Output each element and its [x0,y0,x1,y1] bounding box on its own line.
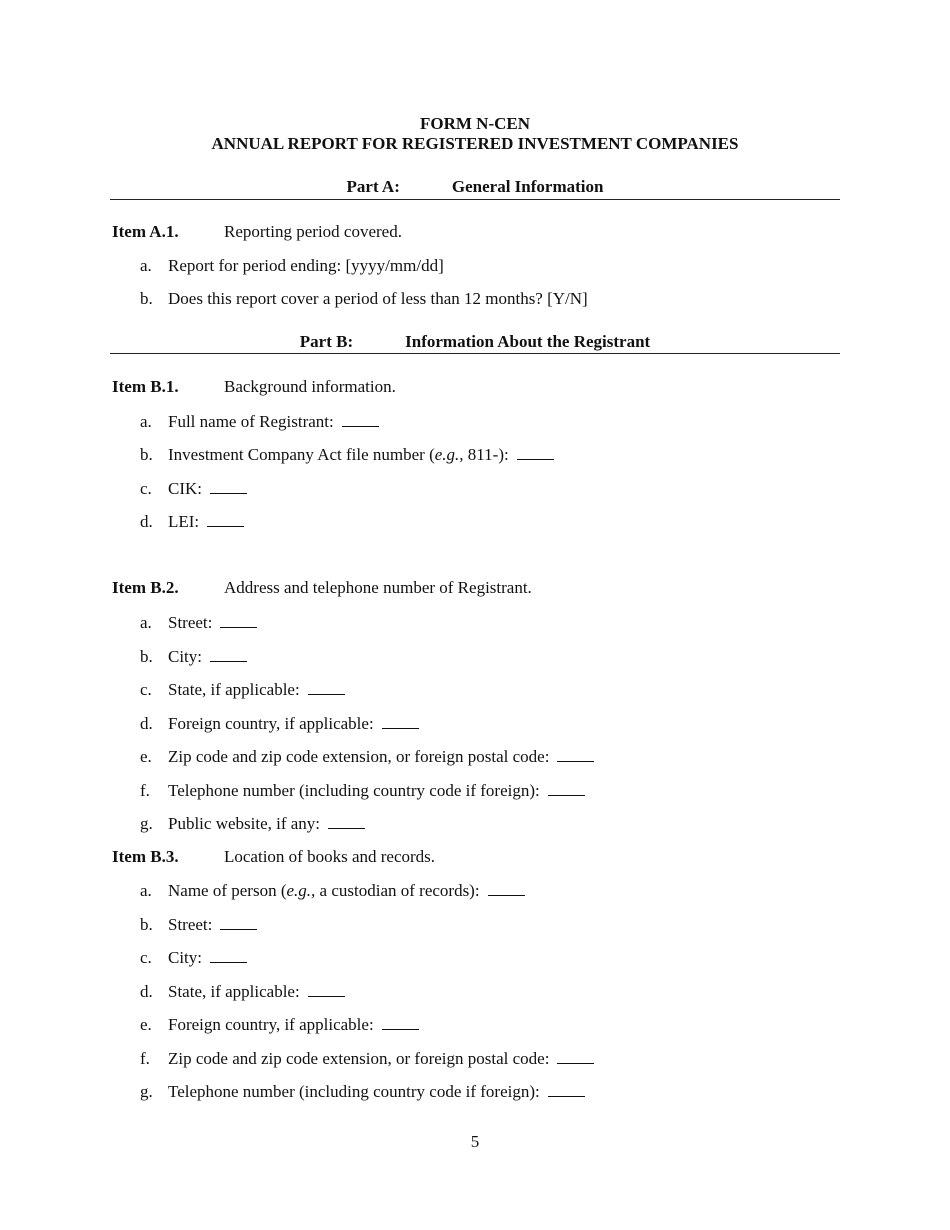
fill-in-blank[interactable] [210,646,247,662]
fill-in-blank[interactable] [220,914,257,930]
sub-letter: b. [140,289,153,308]
fill-in-blank[interactable] [220,612,257,628]
sub-text: Zip code and zip code extension, or foreign postal code: [168,1049,550,1068]
fill-in-blank[interactable] [382,713,419,729]
fill-in-blank[interactable] [517,444,554,460]
item-b2-sub-d [140,713,419,734]
item-a1-label: Item A.1. [112,222,179,241]
item-b3-sub-b [140,914,257,935]
item-b3-sub-d [140,981,345,1002]
item-b2-sub-e [140,746,594,767]
sub-text: Street: [168,915,213,934]
sub-letter: c. [140,948,152,967]
item-b2-heading [112,578,532,598]
fill-in-blank[interactable] [557,746,594,762]
item-b1-sub-d [140,511,244,532]
sub-text: LEI: [168,512,200,531]
item-b2-sub-a [140,612,257,633]
sub-letter: b. [140,445,153,464]
page-number: 5 [470,1132,480,1151]
item-a1-sub-b [140,289,588,309]
report-title: ANNUAL REPORT FOR REGISTERED INVESTMENT COMPANIES [211,134,739,153]
sub-text: Street: [168,613,213,632]
sub-text: Full name of Registrant: [168,412,334,431]
sub-text-pre: Name of person ( [168,881,287,900]
item-a1-sub-a [140,256,444,276]
sub-text: Does this report cover a period of less than 12 months? [Y/N] [168,289,588,308]
fill-in-blank[interactable] [548,1081,585,1097]
sub-text: Foreign country, if applicable: [168,1015,374,1034]
sub-letter: d. [140,512,153,531]
sub-text-post: a custodian of records): [315,881,480,900]
sub-letter: b. [140,647,153,666]
sub-text: State, if applicable: [168,680,300,699]
part-a-title: General Information [451,177,604,196]
fill-in-blank[interactable] [488,880,525,896]
sub-text-post: 811-): [463,445,509,464]
sub-text: Foreign country, if applicable: [168,714,374,733]
item-b3-sub-e [140,1014,419,1035]
sub-text: State, if applicable: [168,982,300,1001]
part-b-divider [110,353,840,354]
part-b-label: Part B: [299,332,354,351]
item-b2-sub-c [140,679,345,700]
sub-letter: a. [140,613,152,632]
fill-in-blank[interactable] [342,411,379,427]
item-b3-sub-a [140,880,525,901]
item-b2-sub-f [140,780,585,801]
item-b3-sub-f [140,1048,594,1069]
part-a-divider [110,199,840,200]
fill-in-blank[interactable] [308,981,345,997]
fill-in-blank[interactable] [548,780,585,796]
fill-in-blank[interactable] [308,679,345,695]
sub-letter: a. [140,881,152,900]
sub-text: CIK: [168,479,202,498]
item-b1-sub-a [140,411,379,432]
item-b3-sub-g [140,1081,585,1102]
item-b2-sub-g [140,813,365,834]
sub-text: Report for period ending: [yyyy/mm/dd] [168,256,444,275]
sub-letter: a. [140,412,152,431]
item-b2-text: Address and telephone number of Registrant. [224,578,532,597]
fill-in-blank[interactable] [207,511,244,527]
part-a-heading [110,177,840,197]
item-b1-text: Background information. [224,377,396,396]
sub-text: Zip code and zip code extension, or foreign postal code: [168,747,550,766]
fill-in-blank[interactable] [382,1014,419,1030]
sub-text-em: e.g., [286,881,316,900]
sub-letter: c. [140,680,152,699]
item-b3-heading [112,847,435,867]
sub-text: Public website, if any: [168,814,321,833]
item-b2-label: Item B.2. [112,578,179,597]
part-b-heading [110,332,840,352]
item-a1-text: Reporting period covered. [224,222,402,241]
sub-text: City: [168,647,203,666]
sub-letter: f. [140,1049,150,1068]
sub-letter: f. [140,781,150,800]
sub-letter: d. [140,982,153,1001]
sub-text-em: e.g., [434,445,464,464]
sub-letter: g. [140,814,153,833]
item-b1-heading [112,377,396,397]
fill-in-blank[interactable] [210,478,247,494]
part-a-label: Part A: [346,177,400,196]
item-b1-sub-b [140,444,554,465]
item-b3-sub-c [140,947,247,968]
sub-text-pre: Investment Company Act file number ( [168,445,435,464]
item-a1-heading [112,222,402,242]
sub-letter: e. [140,747,152,766]
item-b3-text: Location of books and records. [224,847,436,866]
fill-in-blank[interactable] [557,1048,594,1064]
sub-letter: e. [140,1015,152,1034]
item-b3-label: Item B.3. [112,847,179,866]
fill-in-blank[interactable] [328,813,365,829]
item-b2-sub-b [140,646,247,667]
sub-letter: g. [140,1082,153,1101]
sub-letter: c. [140,479,152,498]
item-b1-label: Item B.1. [112,377,179,396]
sub-text: Telephone number (including country code if foreign): [168,1082,540,1101]
sub-letter: b. [140,915,153,934]
form-title: FORM N-CEN [419,114,530,133]
sub-letter: d. [140,714,153,733]
sub-text: City: [168,948,203,967]
fill-in-blank[interactable] [210,947,247,963]
part-b-title: Information About the Registrant [405,332,651,351]
sub-text: Telephone number (including country code if foreign): [168,781,540,800]
item-b1-sub-c [140,478,247,499]
sub-letter: a. [140,256,152,275]
